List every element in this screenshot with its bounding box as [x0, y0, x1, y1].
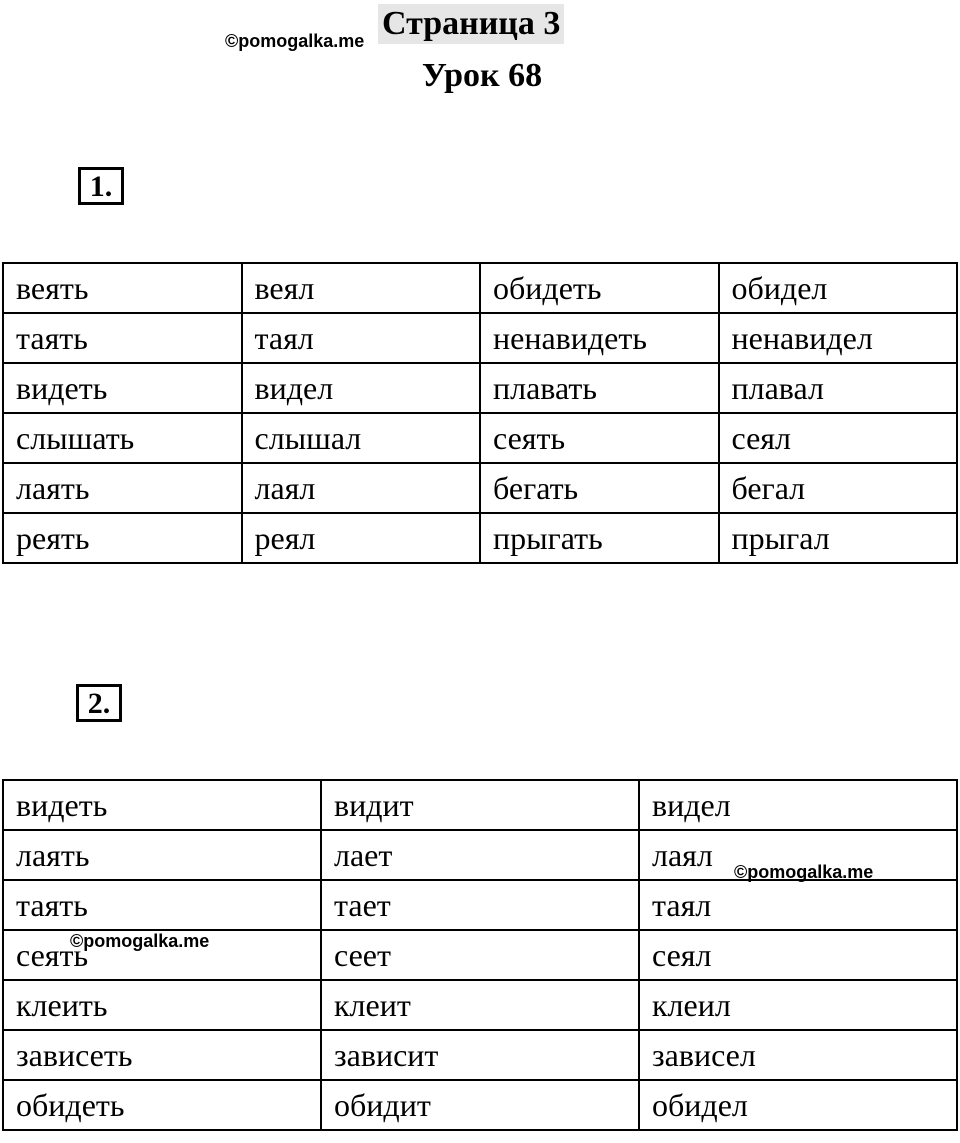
table-cell: обидел — [719, 263, 958, 313]
table-cell: сеет — [321, 930, 639, 980]
table-cell: плавать — [480, 363, 719, 413]
exercise-2-table — [2, 779, 958, 1131]
page-title: Страница 3 — [378, 4, 564, 44]
table-cell: бегал — [719, 463, 958, 513]
table-cell: лаять — [3, 830, 321, 880]
table-cell: сеял — [639, 930, 957, 980]
table-cell: реять — [3, 513, 242, 563]
table-cell: видит — [321, 780, 639, 830]
table-cell: сеял — [719, 413, 958, 463]
table-row — [3, 463, 957, 513]
table-cell: видеть — [3, 780, 321, 830]
table-cell: таять — [3, 880, 321, 930]
table-cell: таял — [639, 880, 957, 930]
table-cell: прыгал — [719, 513, 958, 563]
table-cell: реял — [242, 513, 481, 563]
table-row — [3, 513, 957, 563]
table-row — [3, 880, 957, 930]
table-cell: обидел — [639, 1080, 957, 1130]
watermark-mid-left: ©pomogalka.me — [70, 931, 210, 951]
table-cell: тает — [321, 880, 639, 930]
table-cell: ненавидел — [719, 313, 958, 363]
table-row — [3, 263, 957, 313]
table-cell: лает — [321, 830, 639, 880]
table-cell: лаял — [639, 830, 957, 880]
table-cell: зависел — [639, 1030, 957, 1080]
table-cell: лаять — [3, 463, 242, 513]
table-cell: видел — [242, 363, 481, 413]
table-cell: слышать — [3, 413, 242, 463]
table-row — [3, 313, 957, 363]
exercise-2-number: 2. — [76, 684, 122, 722]
exercise-1-table — [2, 262, 958, 564]
table-row — [3, 363, 957, 413]
table-cell: веял — [242, 263, 481, 313]
table-cell: обидеть — [480, 263, 719, 313]
table-row — [3, 1030, 957, 1080]
table-cell: сеять — [3, 930, 321, 980]
table-cell: плавал — [719, 363, 958, 413]
table-row — [3, 1080, 957, 1130]
table-row — [3, 780, 957, 830]
table-cell: обидит — [321, 1080, 639, 1130]
table-cell: слышал — [242, 413, 481, 463]
table-cell: веять — [3, 263, 242, 313]
table-cell: ненавидеть — [480, 313, 719, 363]
table-cell: клеил — [639, 980, 957, 1030]
table-cell: обидеть — [3, 1080, 321, 1130]
watermark-mid-right: ©pomogalka.me — [734, 862, 874, 882]
table-cell: бегать — [480, 463, 719, 513]
table-cell: клеит — [321, 980, 639, 1030]
watermark-top: ©pomogalka.me — [225, 31, 365, 51]
lesson-title: Урок 68 — [421, 57, 543, 94]
table-row — [3, 980, 957, 1030]
table-cell: зависеть — [3, 1030, 321, 1080]
table-cell: таял — [242, 313, 481, 363]
table-cell: видеть — [3, 363, 242, 413]
table-cell: сеять — [480, 413, 719, 463]
table-cell: видел — [639, 780, 957, 830]
table-cell: таять — [3, 313, 242, 363]
table-cell: лаял — [242, 463, 481, 513]
table-cell: клеить — [3, 980, 321, 1030]
exercise-1-number: 1. — [78, 167, 124, 205]
table-cell: прыгать — [480, 513, 719, 563]
table-row — [3, 413, 957, 463]
table-cell: зависит — [321, 1030, 639, 1080]
